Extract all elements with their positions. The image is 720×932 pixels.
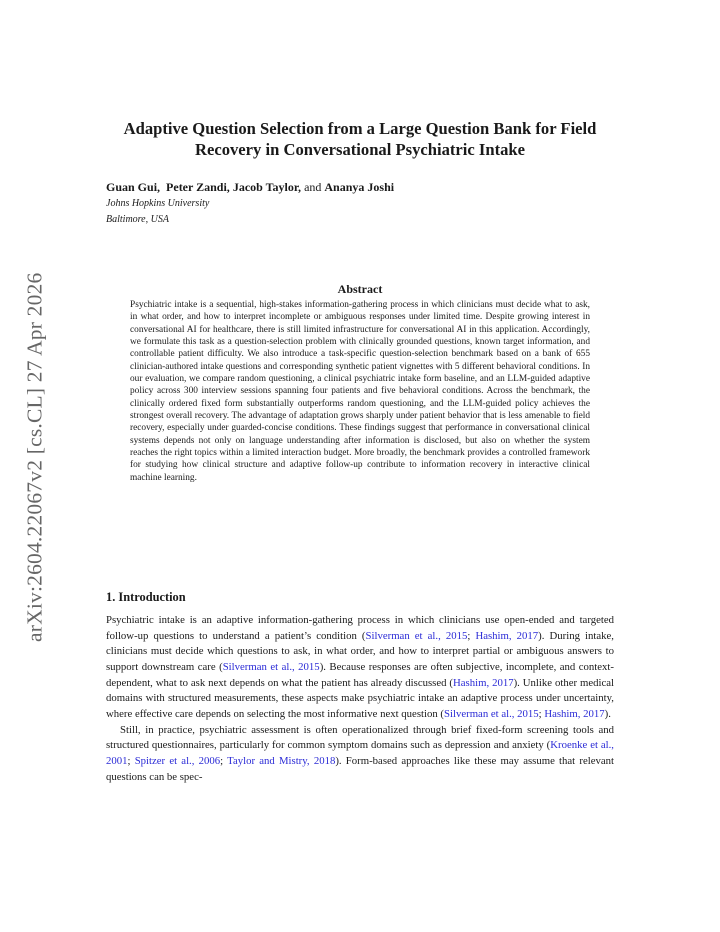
affiliation: Johns Hopkins University bbox=[106, 198, 210, 209]
text-run: ; bbox=[220, 754, 228, 767]
arxiv-identifier: arXiv:2604.22067v2 [cs.CL] 27 Apr 2026 bbox=[22, 272, 47, 642]
citation-link[interactable]: Taylor and Mistry, 2018 bbox=[227, 754, 336, 767]
abstract-heading: Abstract bbox=[337, 282, 383, 296]
location: Baltimore, USA bbox=[106, 214, 169, 225]
citation-link[interactable]: Silverman et al., 2015 bbox=[444, 707, 539, 720]
abstract-text: Psychiatric intake is a sequential, high-stakes information-gathering process in which clinicians must decide what to ask, in what order, and how to interpret incomplete or ambiguous responses under limited time. Despite growing interest in conversational AI for healthcare, there is still limited infrastructure for conversational AI in this application. Accordingly, we formulate this task as a question-selection problem with clinically grounded questions, known target information, and controllable patient difficulty. We also introduce a task-specific question-selection benchmark based on a bank of 655 clinician-authored intake questions and corresponding synthetic patient vignettes with 5 different behavioral conditions. In our evaluation, we compare random questioning, a clinical psychiatric intake form baseline, and an LLM-guided adaptive policy across 300 interview sessions spanning four patients and five behavioral conditions. Across the benchmark, the clinically ordered fixed form substantially outperforms random questioning, and the LLM-guided policy achieves the strongest overall recovery. The advantage of adaptation grows sharply under patient behavior that is less amenable to field recovery, especially under guarded-concise conditions. These findings suggest that performance in conversational clinical systems depends not only on language understanding after information is disclosed, but also on whether the system reaches the right topics within a limited interaction budget. More broadly, the benchmark provides a controlled framework for studying how clinical structure and adaptive follow-up contribute to information recovery in interactive clinical machine learning. bbox=[130, 300, 590, 483]
author-name: Guan Gui, bbox=[106, 180, 161, 194]
text-run: ; bbox=[127, 754, 135, 767]
author-list bbox=[106, 180, 394, 195]
citation-link[interactable]: Silverman et al., 2015 bbox=[222, 660, 320, 673]
text-run: ). Because responses are often subjective, incomplete, and context-dependent, what to ask next depends on what the patient has already discussed ( bbox=[106, 660, 614, 689]
introduction-body bbox=[106, 613, 614, 785]
author-name: Ananya Joshi bbox=[324, 180, 395, 194]
paragraph bbox=[106, 613, 614, 723]
paper-title: Adaptive Question Selection from a Large Question Bank for Field Recovery in Conversational Psychiatric Intake bbox=[123, 119, 597, 159]
text-run: ; bbox=[467, 629, 476, 642]
text-run: Psychiatric intake is an adaptive information-gathering process in which clinicians use open-ended and targeted follow-up questions to understand a patient’s condition ( bbox=[106, 614, 614, 642]
text-run: ). Form-based approaches like these may assume that relevant questions can be spec- bbox=[106, 754, 614, 783]
citation-link[interactable]: Kroenke et al., 2001 bbox=[106, 739, 614, 767]
text-run: ). Unlike other medical domains with structured measurements, these aspects make psychiatric intake an adaptive process under uncertainty, where effective care depends on selecting the most informative next question ( bbox=[106, 676, 614, 720]
text-run: ). During intake, clinicians must decide which questions to ask, in what order, and how to interpret partial or ambiguous answers to support downstream care ( bbox=[106, 629, 614, 673]
citation-link[interactable]: Hashim, 2017 bbox=[453, 676, 514, 689]
citation-link[interactable]: Hashim, 2017 bbox=[475, 629, 539, 642]
author-conjunction: and bbox=[304, 180, 322, 194]
text-run: ). bbox=[604, 707, 611, 720]
paragraph bbox=[106, 723, 614, 786]
text-run: Still, in practice, psychiatric assessment is often operationalized through brief fixed-form screening tools and structured questionnaires, particularly for common symptom domains such as depression and anxiety ( bbox=[106, 723, 614, 752]
author-name: Jacob Taylor, bbox=[232, 180, 302, 194]
citation-link[interactable]: Silverman et al., 2015 bbox=[365, 629, 468, 642]
citation-link[interactable]: Hashim, 2017 bbox=[544, 707, 605, 720]
section-heading-introduction: 1. Introduction bbox=[106, 590, 186, 604]
citation-link[interactable]: Spitzer et al., 2006 bbox=[134, 754, 221, 767]
author-name: Peter Zandi, bbox=[166, 180, 230, 194]
text-run: ; bbox=[538, 707, 545, 720]
